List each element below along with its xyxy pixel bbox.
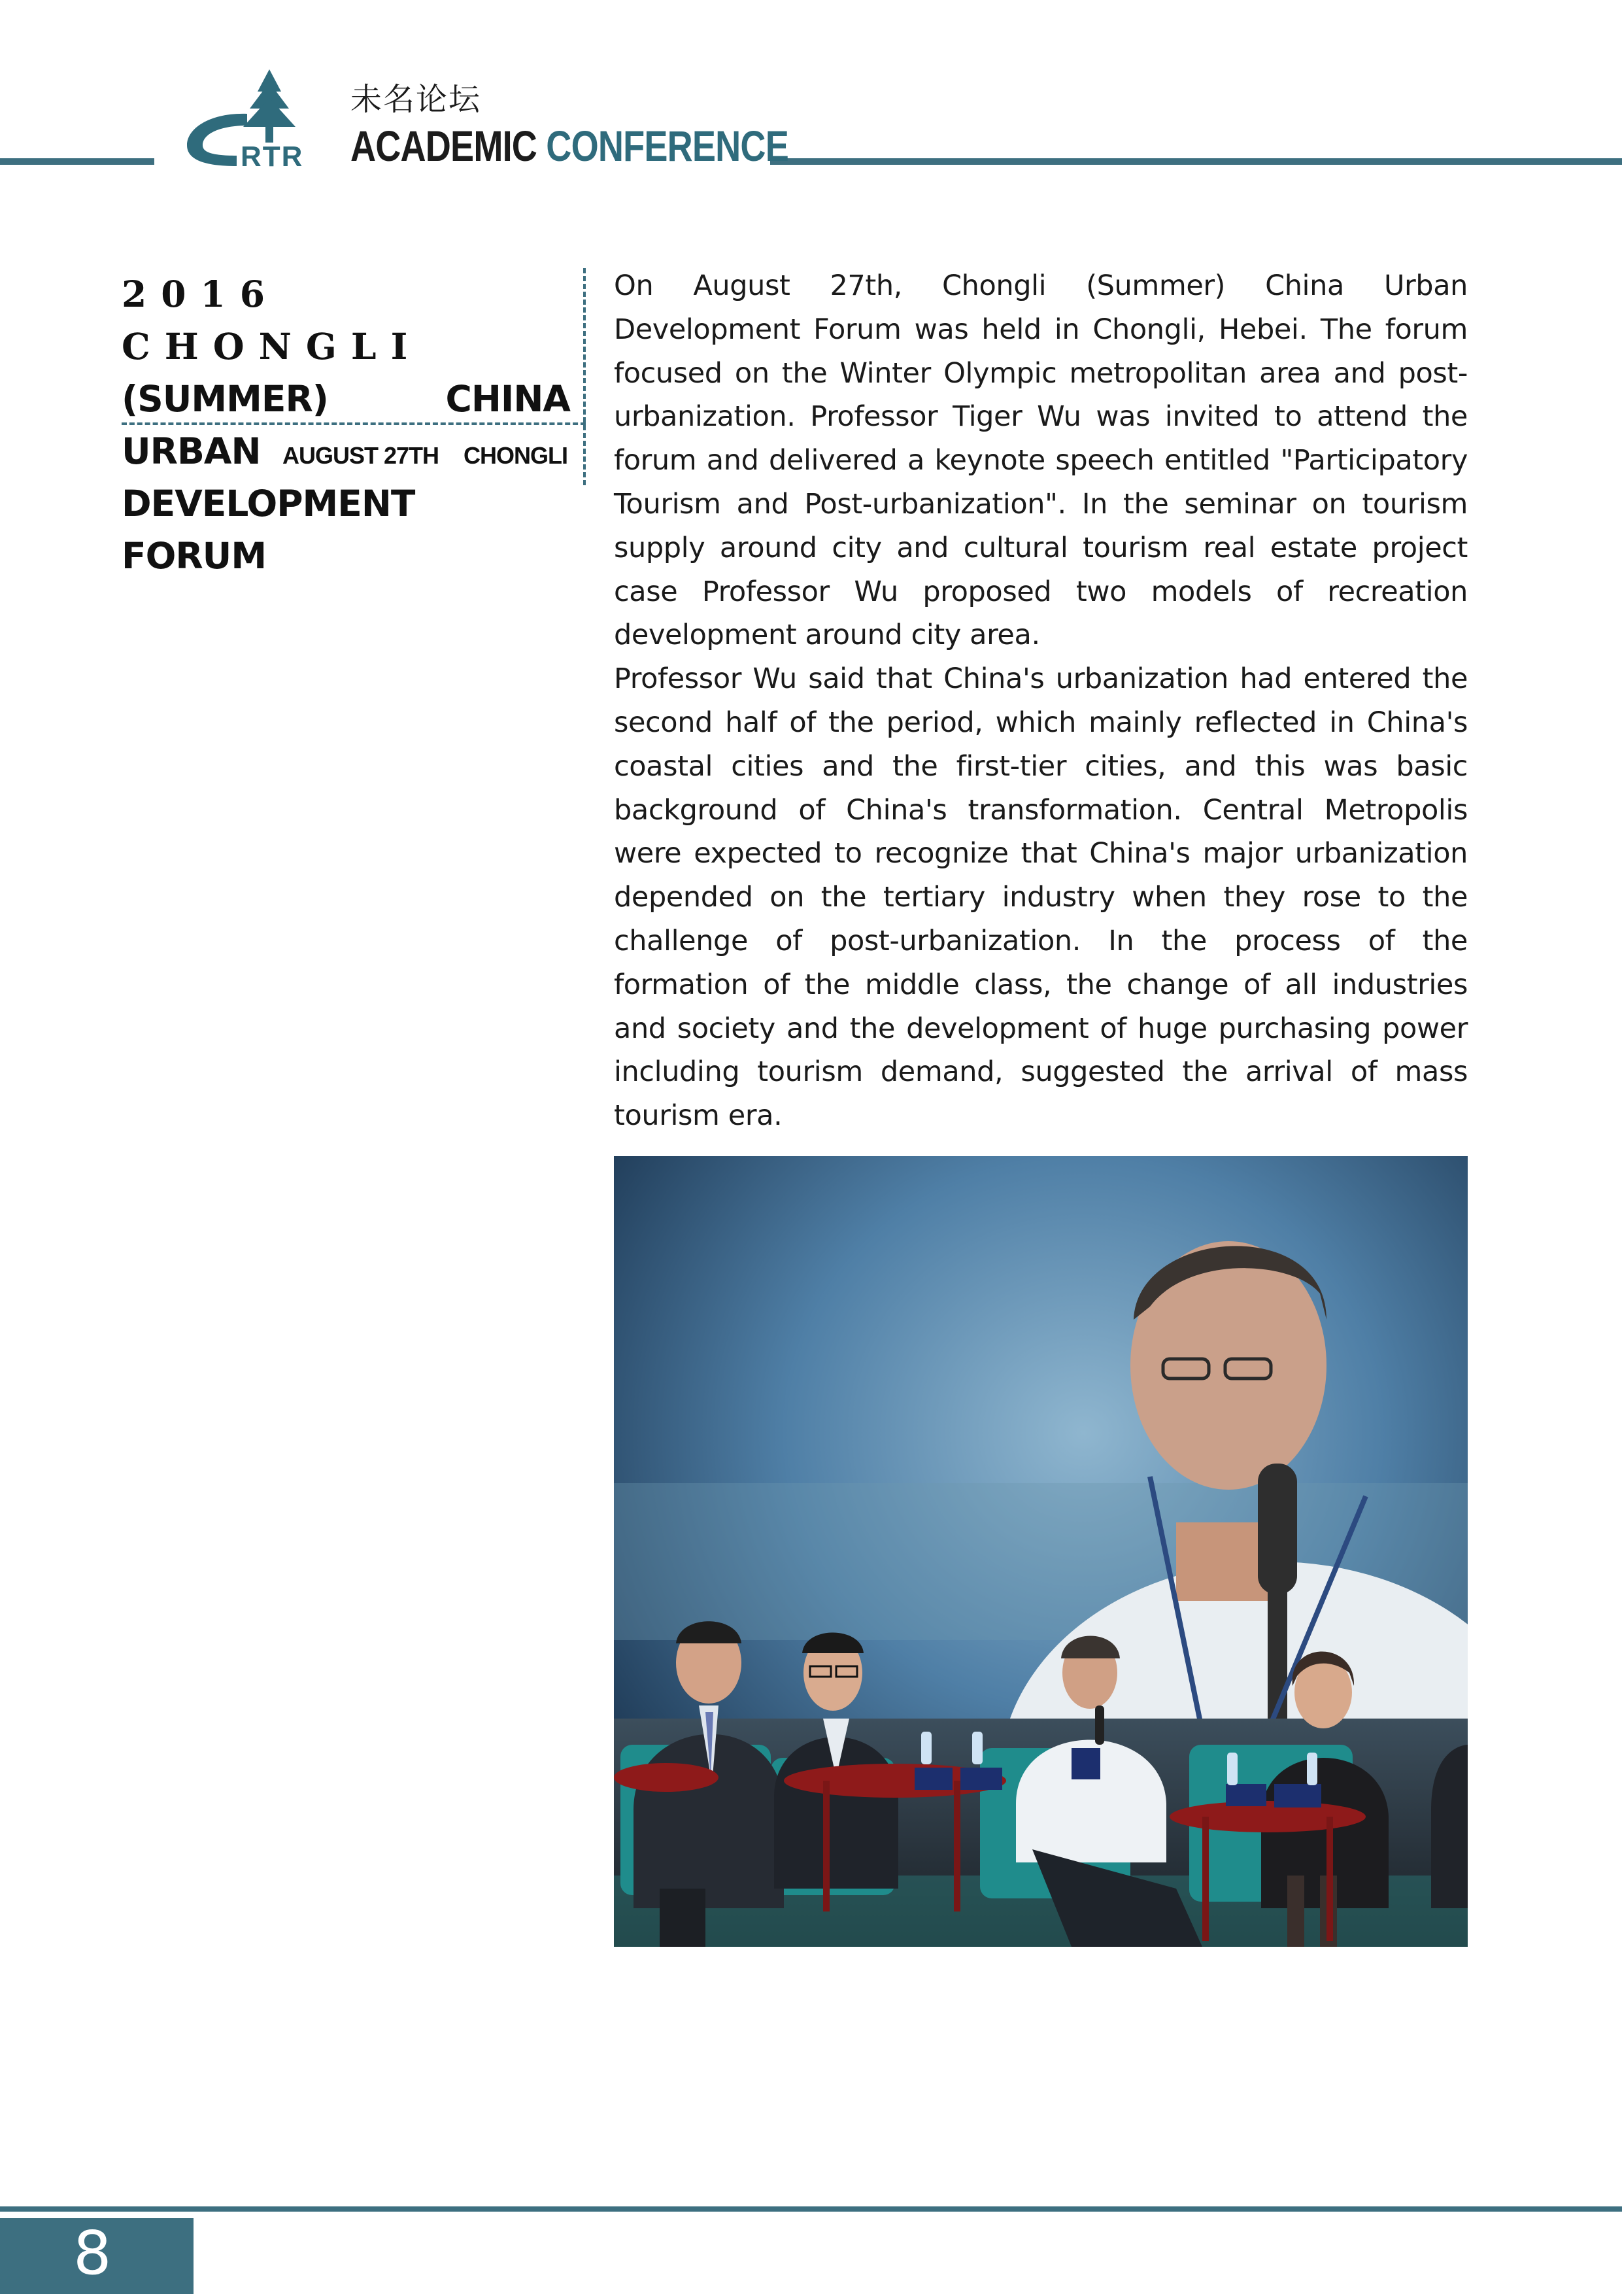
title-dashed-underline bbox=[122, 422, 586, 425]
forum-photo bbox=[614, 1156, 1468, 1947]
page-number: 8 bbox=[73, 2218, 112, 2288]
event-date: AUGUST 27TH bbox=[282, 442, 439, 469]
title-dashed-divider bbox=[583, 268, 586, 485]
event-meta bbox=[282, 442, 567, 470]
event-place: CHONGLI bbox=[464, 442, 567, 469]
article-paragraph-2: Professor Wu said that China's urbanization had entered the second half of the period, which mainly reflected in China's coastal cities and the first-tier cities, and this was basic background of China's transformation. Central Metropolis were expected to recognize that China's major urbanization depended on the tertiary industry when they rose to the challenge of post-urbanization. In the process of the formation of the middle class, the change of all industries and society and the development of huge purchasing power including tourism demand, suggested the arrival of mass tourism era. bbox=[614, 662, 1468, 1133]
article-title bbox=[122, 268, 570, 582]
title-line-2: (SUMMER) CHINA URBAN bbox=[122, 378, 570, 472]
brand-english-name bbox=[350, 122, 788, 170]
brand-word-conference: CONFERENCE bbox=[546, 122, 788, 170]
title-line-3: DEVELOPMENT FORUM bbox=[122, 483, 415, 577]
article-body bbox=[614, 264, 1468, 1138]
header-rule-right bbox=[770, 158, 1622, 165]
rtr-logo bbox=[184, 68, 329, 167]
header-rule-left bbox=[0, 158, 154, 165]
brand-chinese-name: 未名论坛 bbox=[350, 81, 482, 118]
brand-word-academic: ACADEMIC bbox=[350, 122, 537, 170]
logo-text: RTR bbox=[241, 141, 304, 167]
article-title-block bbox=[122, 268, 570, 582]
article-paragraph-1: On August 27th, Chongli (Summer) China Urban Development Forum was held in Chongli, Hebei. The forum focused on the Winter Olympic metropolitan area and post-urbanization. Professor Tiger Wu was invited to attend the forum and delivered a keynote speech entitled "Participatory Tourism and Post-urbanization". In the seminar on tourism supply around city and cultural tourism real estate project case Professor Wu proposed two models of recreation development around city area. bbox=[614, 269, 1468, 652]
footer-rule bbox=[0, 2206, 1622, 2212]
title-line-1: 2016 CHONGLI bbox=[122, 273, 422, 368]
